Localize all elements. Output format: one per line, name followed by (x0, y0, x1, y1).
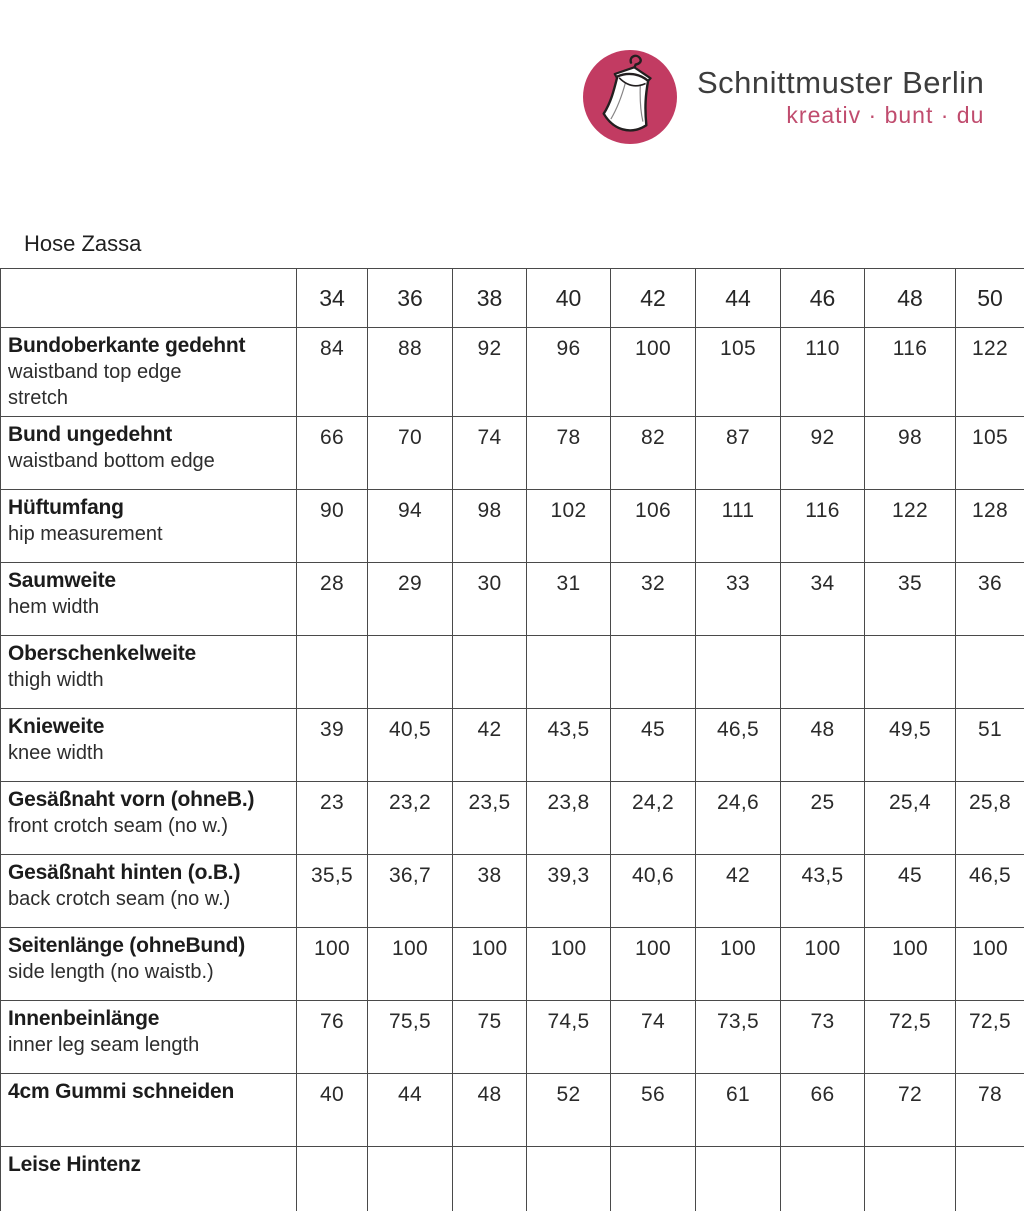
measurement-value-cell: 40,5 (368, 709, 453, 782)
measurement-value-cell: 42 (696, 855, 781, 928)
size-column-header: 34 (297, 269, 368, 328)
measurement-value-cell: 36 (956, 563, 1024, 636)
measurement-label-de: Gesäßnaht vorn (ohneB.) (8, 788, 255, 811)
measurement-value-cell: 96 (527, 328, 611, 417)
table-row (1, 1001, 1024, 1074)
measurement-value-cell: 66 (297, 417, 368, 490)
measurement-label-cell (1, 490, 297, 563)
measurement-value-cell: 46,5 (956, 855, 1024, 928)
brand-name: Schnittmuster Berlin (697, 65, 985, 100)
measurement-label-cell (1, 782, 297, 855)
measurement-label-cell (1, 855, 297, 928)
measurement-value-cell: 111 (696, 490, 781, 563)
measurement-value-cell (781, 1147, 865, 1211)
measurement-value-cell: 48 (781, 709, 865, 782)
measurement-label-cell (1, 636, 297, 709)
measurement-value-cell: 56 (611, 1074, 696, 1147)
measurement-label-de: Bund ungedehnt (8, 423, 173, 446)
table-row (1, 417, 1024, 490)
measurement-label-cell (1, 709, 297, 782)
measurement-value-cell (297, 636, 368, 709)
measurement-value-cell: 84 (297, 328, 368, 417)
measurement-value-cell: 100 (611, 928, 696, 1001)
measurement-value-cell: 45 (865, 855, 956, 928)
measurement-value-cell: 90 (297, 490, 368, 563)
measurement-value-cell: 44 (368, 1074, 453, 1147)
measurement-value-cell (527, 636, 611, 709)
measurement-value-cell: 87 (696, 417, 781, 490)
measurement-value-cell: 61 (696, 1074, 781, 1147)
measurement-value-cell (527, 1147, 611, 1211)
table-row (1, 855, 1024, 928)
measurement-label-en: side length (no waistb.) (8, 961, 214, 983)
measurement-label-en: inner leg seam length (8, 1034, 200, 1056)
table-row (1, 1147, 1024, 1211)
measurement-value-cell: 70 (368, 417, 453, 490)
measurement-label-de: 4cm Gummi schneiden (8, 1080, 235, 1103)
measurement-value-cell: 78 (527, 417, 611, 490)
measurement-label-en: waistband top edge stretch (8, 361, 182, 409)
measurement-value-cell: 88 (368, 328, 453, 417)
size-column-header: 44 (696, 269, 781, 328)
measurement-value-cell: 25 (781, 782, 865, 855)
measurement-value-cell (453, 1147, 527, 1211)
measurement-value-cell (865, 636, 956, 709)
measurement-value-cell: 102 (527, 490, 611, 563)
measurement-value-cell: 30 (453, 563, 527, 636)
measurement-value-cell: 23,5 (453, 782, 527, 855)
measurement-value-cell: 100 (297, 928, 368, 1001)
measurement-value-cell: 40,6 (611, 855, 696, 928)
measurement-value-cell: 28 (297, 563, 368, 636)
measurement-label-en: thigh width (8, 669, 104, 691)
measurement-value-cell: 75 (453, 1001, 527, 1074)
measurement-label-de: Saumweite (8, 569, 116, 592)
measurement-value-cell: 110 (781, 328, 865, 417)
measurement-value-cell: 45 (611, 709, 696, 782)
measurement-value-cell: 100 (956, 928, 1024, 1001)
measurement-value-cell (956, 1147, 1024, 1211)
measurement-value-cell: 72,5 (956, 1001, 1024, 1074)
measurement-label-de: Innenbeinlänge (8, 1007, 160, 1030)
size-column-header: 36 (368, 269, 453, 328)
brand-header (583, 50, 984, 144)
measurement-value-cell: 75,5 (368, 1001, 453, 1074)
measurement-value-cell (956, 636, 1024, 709)
brand-text-block (697, 65, 984, 129)
measurement-label-cell (1, 417, 297, 490)
measurement-value-cell: 116 (865, 328, 956, 417)
measurement-value-cell: 51 (956, 709, 1024, 782)
measurement-value-cell: 98 (453, 490, 527, 563)
measurement-value-cell: 122 (956, 328, 1024, 417)
measurement-value-cell: 40 (297, 1074, 368, 1147)
table-row (1, 490, 1024, 563)
brand-tagline: kreativ · bunt · du (786, 102, 985, 128)
table-row (1, 782, 1024, 855)
measurement-label-de: Leise Hintenz (8, 1153, 141, 1176)
measurement-value-cell: 24,6 (696, 782, 781, 855)
measurement-value-cell: 48 (453, 1074, 527, 1147)
measurement-value-cell: 94 (368, 490, 453, 563)
measurement-value-cell: 33 (696, 563, 781, 636)
measurement-value-cell (368, 1147, 453, 1211)
measurement-value-cell (611, 636, 696, 709)
measurement-value-cell: 92 (453, 328, 527, 417)
table-row (1, 709, 1024, 782)
table-row (1, 928, 1024, 1001)
measurement-label-en: back crotch seam (no w.) (8, 888, 231, 910)
measurement-value-cell: 100 (865, 928, 956, 1001)
measurement-value-cell: 23 (297, 782, 368, 855)
measurement-value-cell (781, 636, 865, 709)
measurement-value-cell: 74 (611, 1001, 696, 1074)
measurement-value-cell: 25,4 (865, 782, 956, 855)
table-row (1, 636, 1024, 709)
measurement-value-cell: 82 (611, 417, 696, 490)
size-column-header: 40 (527, 269, 611, 328)
measurement-value-cell: 24,2 (611, 782, 696, 855)
measurement-label-de: Oberschenkelweite (8, 642, 197, 665)
measurement-value-cell: 100 (368, 928, 453, 1001)
measurement-label-cell (1, 1001, 297, 1074)
measurement-value-cell: 106 (611, 490, 696, 563)
size-table (0, 268, 1024, 1211)
measurement-value-cell: 105 (696, 328, 781, 417)
measurement-value-cell (453, 636, 527, 709)
measurement-value-cell: 23,2 (368, 782, 453, 855)
measurement-value-cell: 73,5 (696, 1001, 781, 1074)
measurement-value-cell: 43,5 (527, 709, 611, 782)
measurement-value-cell: 128 (956, 490, 1024, 563)
measurement-value-cell: 72,5 (865, 1001, 956, 1074)
measurement-label-en: front crotch seam (no w.) (8, 815, 229, 837)
measurement-label-cell (1, 563, 297, 636)
table-row (1, 563, 1024, 636)
measurement-value-cell: 100 (696, 928, 781, 1001)
measurement-value-cell: 74,5 (527, 1001, 611, 1074)
measurement-value-cell (696, 1147, 781, 1211)
measurement-value-cell: 100 (781, 928, 865, 1001)
measurement-value-cell: 46,5 (696, 709, 781, 782)
size-column-header: 42 (611, 269, 696, 328)
measurement-value-cell: 39 (297, 709, 368, 782)
measurement-label-de: Seitenlänge (ohneBund) (8, 934, 246, 957)
measurement-value-cell: 23,8 (527, 782, 611, 855)
measurement-label-de: Gesäßnaht hinten (o.B.) (8, 861, 241, 884)
measurement-label-en: hip measurement (8, 523, 163, 545)
measurement-label-de: Knieweite (8, 715, 105, 738)
measurement-value-cell: 98 (865, 417, 956, 490)
measurement-value-cell: 35,5 (297, 855, 368, 928)
measurement-value-cell: 66 (781, 1074, 865, 1147)
measurement-value-cell: 38 (453, 855, 527, 928)
measurement-value-cell: 122 (865, 490, 956, 563)
page-title: Hose Zassa (24, 231, 142, 256)
measurement-value-cell (865, 1147, 956, 1211)
measurement-label-de: Hüftumfang (8, 496, 124, 519)
measurement-value-cell (368, 636, 453, 709)
measurement-label-cell (1, 928, 297, 1001)
table-row (1, 1074, 1024, 1147)
measurement-value-cell: 100 (527, 928, 611, 1001)
measurement-label-de: Bundoberkante gedehnt (8, 334, 246, 357)
table-row (1, 328, 1024, 417)
measurement-value-cell: 29 (368, 563, 453, 636)
dress-on-hanger-icon (583, 50, 677, 144)
measurement-label-en: hem width (8, 596, 100, 618)
size-column-header: 38 (453, 269, 527, 328)
size-column-header: 48 (865, 269, 956, 328)
measurement-value-cell (696, 636, 781, 709)
size-header-row (1, 269, 1024, 328)
measurement-value-cell: 100 (453, 928, 527, 1001)
measurement-value-cell: 74 (453, 417, 527, 490)
measurement-value-cell: 78 (956, 1074, 1024, 1147)
measurement-value-cell: 32 (611, 563, 696, 636)
measurement-value-cell: 36,7 (368, 855, 453, 928)
measurement-value-cell: 25,8 (956, 782, 1024, 855)
measurement-value-cell (611, 1147, 696, 1211)
measurement-label-en: knee width (8, 742, 104, 764)
measurement-value-cell: 92 (781, 417, 865, 490)
measurement-label-cell (1, 1147, 297, 1211)
measurement-value-cell: 76 (297, 1001, 368, 1074)
measurement-value-cell: 72 (865, 1074, 956, 1147)
size-table-container (0, 268, 1024, 1211)
measurement-value-cell: 31 (527, 563, 611, 636)
measurement-label-cell (1, 328, 297, 417)
measurement-value-cell: 49,5 (865, 709, 956, 782)
measurement-value-cell: 52 (527, 1074, 611, 1147)
measurement-value-cell: 105 (956, 417, 1024, 490)
measurement-label-cell (1, 1074, 297, 1147)
measurement-value-cell: 43,5 (781, 855, 865, 928)
measurement-value-cell: 35 (865, 563, 956, 636)
measurement-value-cell (297, 1147, 368, 1211)
measurement-label-en: waistband bottom edge (8, 450, 215, 472)
measurement-value-cell: 100 (611, 328, 696, 417)
size-column-header: 50 (956, 269, 1024, 328)
measurement-value-cell: 73 (781, 1001, 865, 1074)
measurement-value-cell: 116 (781, 490, 865, 563)
measurement-value-cell: 34 (781, 563, 865, 636)
size-column-header: 46 (781, 269, 865, 328)
measurement-value-cell: 42 (453, 709, 527, 782)
measurement-value-cell: 39,3 (527, 855, 611, 928)
size-table-corner-cell (1, 269, 297, 328)
